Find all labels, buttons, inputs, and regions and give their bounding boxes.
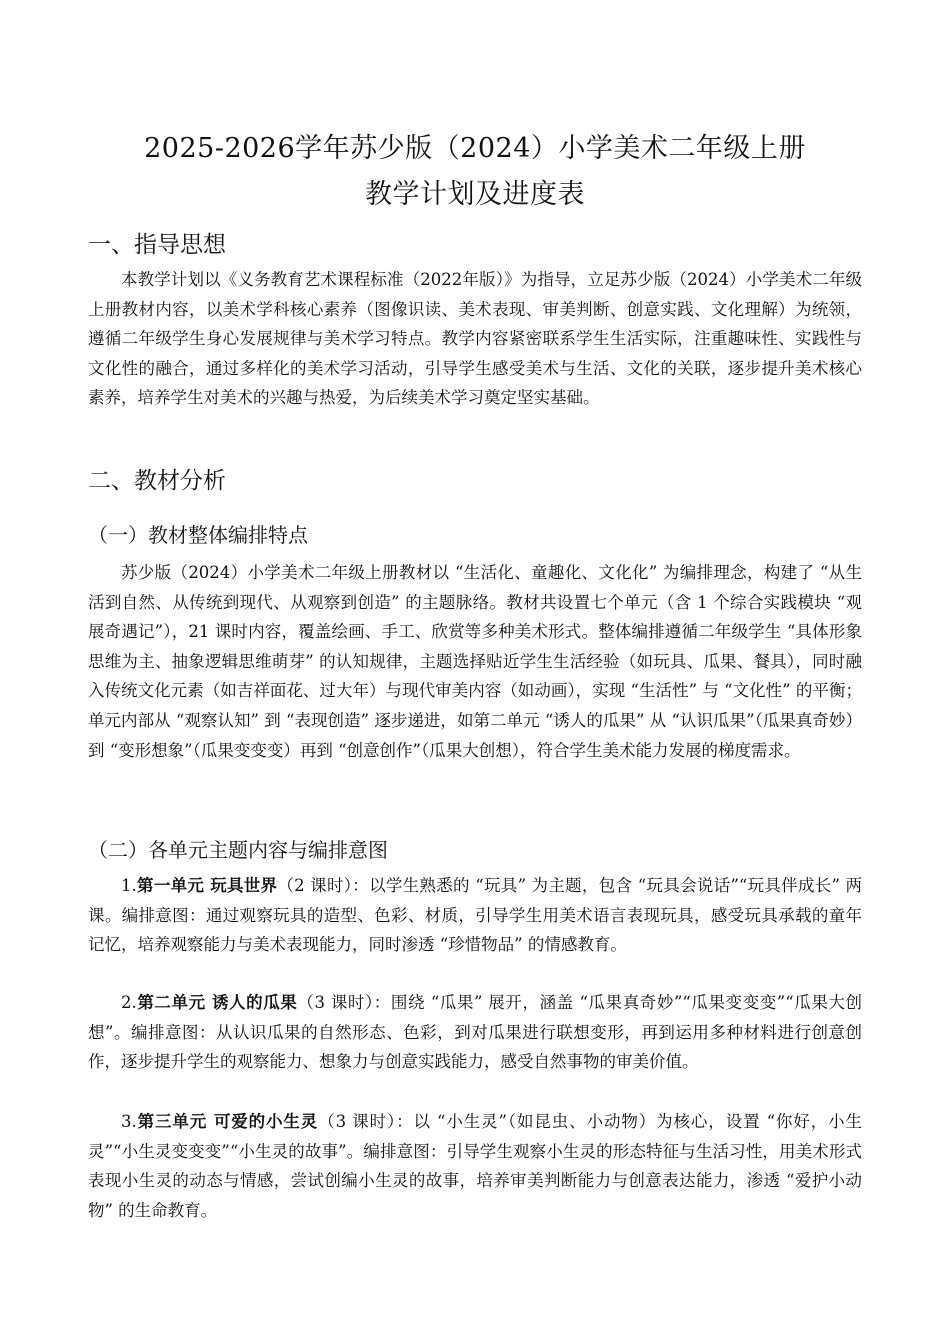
sub2-heading: （二）各单元主题内容与编排意图 (88, 838, 388, 862)
unit3-number: 3. (121, 1112, 137, 1131)
sub1-heading: （一）教材整体编排特点 (88, 523, 308, 547)
document-title-line2: 教学计划及进度表 (365, 179, 585, 210)
unit1-paragraph (88, 871, 862, 960)
unit2-text: （3 课时）：围绕 “瓜果” 展开，涵盖 “瓜果真奇妙”“瓜果变变变”“瓜果大创想”。编排意图：从认识瓜果的自然形态、色彩，到对瓜果进行联想变形，再到运用多种材料进行创意创作，逐步提升学生的观察能力、想象力与创意实践能力，感受自然事物的审美价值。 (88, 993, 862, 1072)
document-title-line1: 2025-2026学年苏少版（2024）小学美术二年级上册 (144, 133, 806, 164)
unit1-name: 第一单元 玩具世界 (136, 876, 278, 895)
unit3-name: 第三单元 可爱的小生灵 (136, 1112, 319, 1131)
unit3-paragraph (88, 1107, 862, 1225)
section1-heading: 一、指导思想 (88, 232, 226, 258)
unit1-number: 1. (121, 876, 137, 895)
unit2-name: 第二单元 诱人的瓜果 (136, 993, 298, 1012)
section1-paragraph: 本教学计划以《义务教育艺术课程标准（2022年版）》为指导，立足苏少版（2024）小学美术二年级上册教材内容，以美术学科核心素养（图像识读、美术表现、审美判断、创意实践、文化理解）为统领，遵循二年级学生身心发展规律与美术学习特点。教学内容紧密联系学生生活实际，注重趣味性、实践性与文化性的融合，通过多样化的美术学习活动，引导学生感受美术与生活、文化的关联，逐步提升美术核心素养，培养学生对美术的兴趣与热爱，为后续美术学习奠定坚实基础。 (88, 270, 862, 408)
section2-heading: 二、教材分析 (88, 468, 226, 494)
unit1-text: （2 课时）：以学生熟悉的 “玩具” 为主题，包含 “玩具会说话”“玩具伴成长” 两课。编排意图：通过观察玩具的造型、色彩、材质，引导学生用美术语言表现玩具，感受玩具承载的童年记忆，培养观察能力与美术表现能力，同时渗透 “珍惜物品” 的情感教育。 (88, 876, 862, 955)
unit2-paragraph (88, 988, 862, 1077)
sub1-paragraph: 苏少版（2024）小学美术二年级上册教材以 “生活化、童趣化、文化化” 为编排理念，构建了 “从生活到自然、从传统到现代、从观察到创造” 的主题脉络。教材共设置七个单元（含 1 个综合实践模块 “观展奇遇记”），21 课时内容，覆盖绘画、手工、欣赏等多种美术形式。整体编排遵循二年级学生 “具体形象思维为主、抽象逻辑思维萌芽” 的认知规律，主题选择贴近学生生活经验（如玩具、瓜果、餐具），同时融入传统文化元素（如吉祥面花、过大年）与现代审美内容（如动画），实现 “生活性” 与 “文化性” 的平衡；单元内部从 “观察认知” 到 “表现创造” 逐步递进，如第二单元 “诱人的瓜果” 从 “认识瓜果”（瓜果真奇妙）到 “变形想象”（瓜果变变变）再到 “创意创作”（瓜果大创想），符合学生美术能力发展的梯度需求。 (88, 563, 862, 760)
unit2-number: 2. (121, 993, 137, 1012)
unit3-text: （3 课时）：以 “小生灵”（如昆虫、小动物）为核心，设置 “你好，小生灵”“小生灵变变变”“小生灵的故事”。编排意图：引导学生观察小生灵的形态特征与生活习性，用美术形式表现小生灵的动态与情感，尝试创编小生灵的故事，培养审美判断能力与创意表达能力，渗透 “爱护小动物” 的生命教育。 (88, 1112, 862, 1220)
